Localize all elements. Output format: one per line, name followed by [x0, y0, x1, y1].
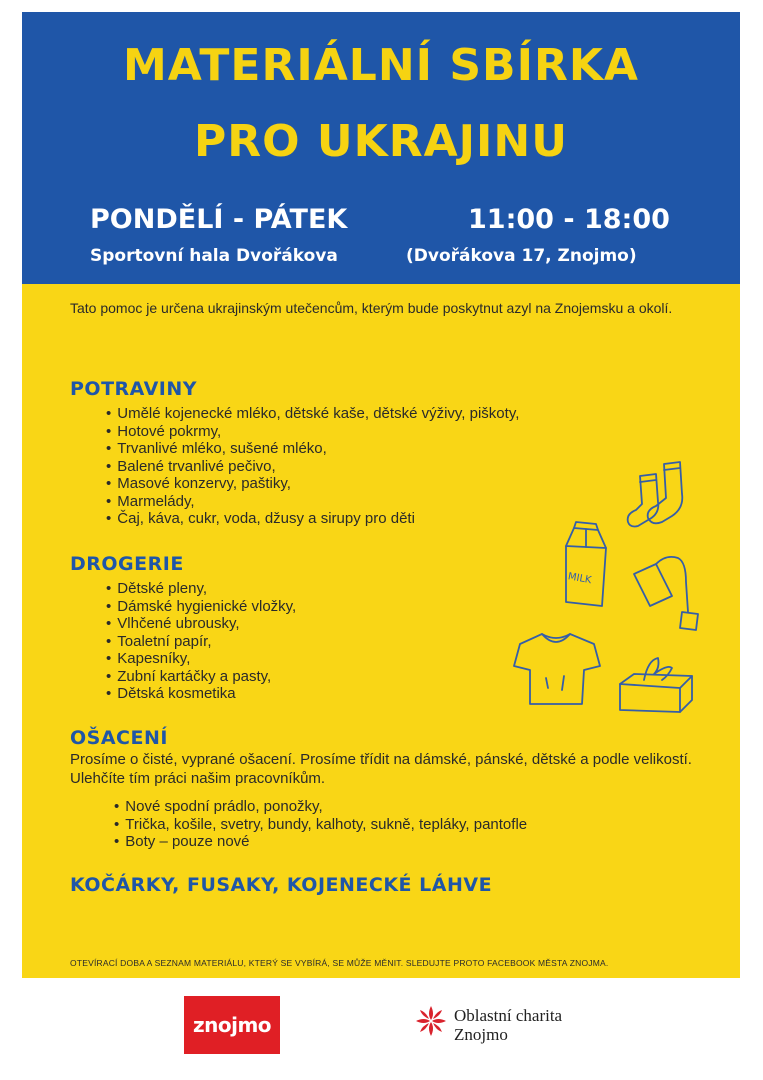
list-item: • Toaletní papír,	[106, 633, 296, 651]
list-item: • Dětská kosmetika	[106, 685, 296, 703]
heading-kocarky: KOČÁRKY, FUSAKY, KOJENECKÉ LÁHVE	[70, 874, 493, 896]
list-item: • Dámské hygienické vložky,	[106, 598, 296, 616]
charita-name-line-1: Oblastní charita	[454, 1006, 563, 1025]
list-potraviny	[106, 405, 519, 528]
list-item: • Balené trvanlivé pečivo,	[106, 458, 519, 476]
tissue-box-icon	[614, 654, 696, 716]
heading-potraviny: POTRAVINY	[70, 378, 198, 400]
opening-days: PONDĚLÍ - PÁTEK	[90, 204, 348, 235]
list-item: • Marmelády,	[106, 493, 519, 511]
milk-carton-label: MILK	[567, 571, 593, 587]
list-item: • Boty – pouze nové	[114, 833, 527, 851]
list-item: • Trička, košile, svetry, bundy, kalhoty, sukně, tepláky, pantofle	[114, 816, 527, 834]
header-banner	[22, 12, 740, 284]
list-drogerie	[106, 580, 296, 703]
list-item: • Dětské pleny,	[106, 580, 296, 598]
charita-cross-icon	[414, 1004, 448, 1038]
socks-icon	[626, 458, 700, 534]
list-item: • Trvanlivé mléko, sušené mléko,	[106, 440, 519, 458]
milk-carton-icon	[558, 518, 614, 610]
venue-address: (Dvořákova 17, Znojmo)	[406, 246, 637, 266]
osaceni-text: Prosíme o čisté, vyprané ošacení. Prosíme třídit na dámské, pánské, dětské a podle velikostí. Ulehčíte tím práci našim pracovníkům.	[70, 751, 692, 787]
heading-drogerie: DROGERIE	[70, 553, 184, 575]
list-item: • Zubní kartáčky a pasty,	[106, 668, 296, 686]
list-item: • Umělé kojenecké mléko, dětské kaše, dětské výživy, piškoty,	[106, 405, 519, 423]
title-line-2: PRO UKRAJINU	[194, 116, 568, 167]
heading-osaceni: OŠACENÍ	[70, 727, 168, 749]
disclaimer-note: OTEVÍRACÍ DOBA A SEZNAM MATERIÁLU, KTERÝ SE VYBÍRÁ, SE MŮŽE MĚNIT. SLEDUJTE PROTO FACEBOOK MĚSTA ZNOJMA.	[70, 958, 609, 968]
list-item: • Masové konzervy, paštiky,	[106, 475, 519, 493]
charita-name-line-2: Znojmo	[454, 1025, 508, 1044]
tshirt-icon	[510, 628, 604, 708]
tea-bag-icon	[626, 552, 706, 636]
list-item: • Čaj, káva, cukr, voda, džusy a sirupy pro děti	[106, 510, 519, 528]
list-osaceni	[114, 798, 527, 851]
intro-text: Tato pomoc je určena ukrajinským utečencům, kterým bude poskytnut azyl na Znojemsku a okolí.	[70, 300, 673, 316]
charita-logo	[414, 1004, 563, 1044]
title-line-1: MATERIÁLNÍ SBÍRKA	[123, 40, 639, 91]
list-item: • Nové spodní prádlo, ponožky,	[114, 798, 527, 816]
poster	[22, 12, 740, 978]
opening-hours: 11:00 - 18:00	[468, 204, 670, 235]
znojmo-logo: znojmo	[184, 996, 280, 1054]
list-item: • Kapesníky,	[106, 650, 296, 668]
list-item: • Hotové pokrmy,	[106, 423, 519, 441]
venue-name: Sportovní hala Dvořákova	[90, 246, 338, 266]
charita-name	[454, 1006, 634, 1044]
list-item: • Vlhčené ubrousky,	[106, 615, 296, 633]
